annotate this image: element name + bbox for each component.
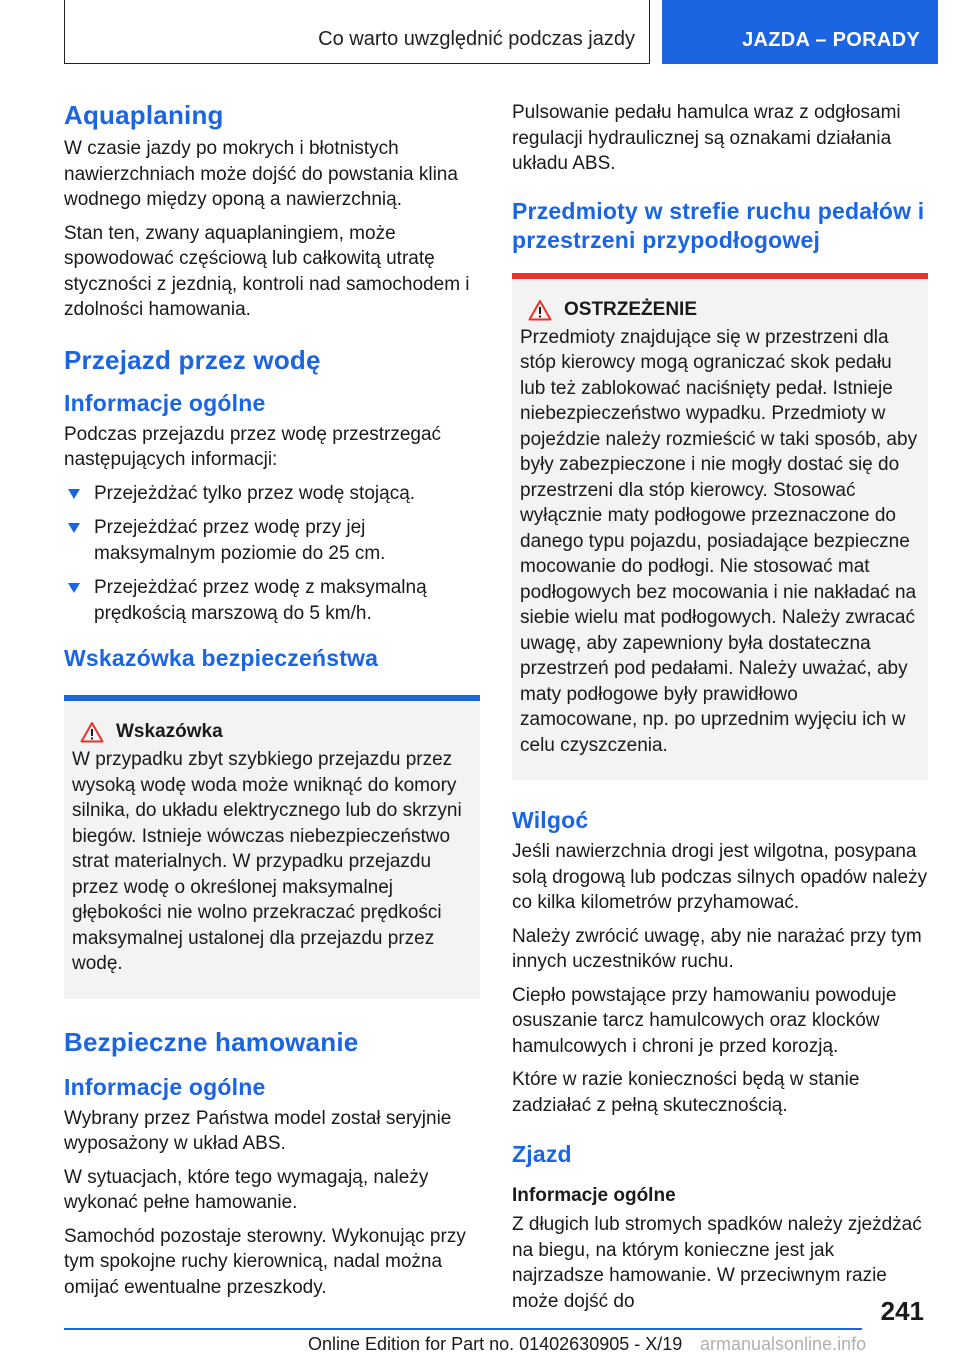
note-label: Wskazówka (116, 721, 223, 742)
header-chapter-label: JAZDA – PORADY (742, 29, 920, 51)
moisture-paragraph-2: Należy zwrócić uwagę, aby nie narażać przy tym innych uczestników ruchu. (512, 925, 922, 972)
aquaplaning-paragraph-2: Stan ten, zwany aquaplaningiem, może spowodować częściową lub całkowitą utratę styczności z jezdnią, kontroli nad samochodem i zdolności hamowania. (64, 222, 470, 320)
header-section-title: Co warto uwzględnić podczas jazdy (318, 28, 635, 50)
note-text: W przypadku zbyt szybkiego przejazdu przez wysoką wodę woda może wniknąć do komory silnika, do układu elektrycznego lub do skrzyni biegów. Istnieje wówczas niebezpieczeństwo strat materialnych. W przypadku przejazdu przez wodę o określonej maksymalnej głębokości nie wolno przekraczać prędkości maksymalnej ustalonej dla przejazdu przez wodę. (72, 749, 462, 974)
warning-text: Przedmioty znajdujące się w przestrzeni dla stóp kierowcy mogą ograniczać skok pedału lub też zablokować naciśnięty pedał. Istnieje niebezpieczeństwo wypadku. Przedmioty w pojeździe należy rozmieścić w taki sposób, aby były zabezpieczone i nie mogły dostać się do przestrzeni dla stóp kierowcy. Stosować wyłącznie maty podłogowe przeznaczone do danego typu pojazdu, posiadające bezpieczne mocowanie do podłogi. Nie stosować mat podłogowych bez mocowania i nie nakładać na siebie wielu mat podłogowych. Należy zwracać uwagę, aby zapewniony była dostateczna przestrzeń pod pedałami. Należy uważać, aby maty podłogowe były prawidłowo zamocowane, np. po uprzednim wyjęciu ich w celu czyszczenia. (520, 326, 918, 756)
page-header (64, 0, 960, 66)
moisture-paragraph-3: Ciepło powstające przy hamowaniu powoduje osuszanie tarcz hamulcowych oraz klocków hamulcowych i chroni je przed korozją. (512, 984, 897, 1057)
heading-braking-general-info: Informacje ogólne (64, 1073, 266, 1100)
moisture-paragraph-4: Które w razie konieczności będą w stanie zadziałać z pełną skutecznością. (512, 1069, 860, 1116)
water-info-paragraph: Podczas przejazdu przez wodę przestrzegać następujących informacji: (64, 423, 442, 470)
bullet-triangle-icon (68, 489, 80, 499)
braking-paragraph-2: W sytuacjach, które tego wymagają, należy wykonać pełne hamowanie. (64, 1166, 429, 1213)
list-item: Przejeżdżać przez wodę przy jej maksymalnym poziomie do 25 cm. (64, 515, 480, 566)
heading-aquaplaning: Aquaplaning (64, 100, 224, 130)
bullet-triangle-icon (68, 523, 80, 533)
heading-water-crossing: Przejazd przez wodę (64, 344, 321, 375)
footer-divider (64, 1328, 862, 1330)
list-item: Przejeżdżać tylko przez wodę stojącą. (64, 481, 480, 507)
warning-triangle-icon (80, 721, 104, 743)
heading-objects-pedal-area: Przedmioty w strefie ruchu pedałów i przestrzeni przypodłogowej (512, 197, 925, 253)
header-chapter-tab (662, 0, 938, 64)
aquaplaning-paragraph-1: W czasie jazdy po mokrych i błotnistych nawierzchniach może dojść do powstania klina wodnego między oponą a nawierzchnią. (64, 138, 458, 210)
warning-label: OSTRZEŻENIE (564, 298, 698, 320)
bullet-triangle-icon (68, 583, 80, 593)
left-column (64, 100, 480, 1308)
heading-safety-note: Wskazówka bezpieczeństwa (64, 645, 379, 671)
header-title-box (64, 0, 650, 64)
note-title (72, 721, 472, 743)
warning-triangle-icon (528, 299, 552, 321)
downhill-paragraph: Z długich lub stromych spadków należy zjeżdżać na biegu, na którym konieczne jest jak najrzadsze hamowanie. W przeciwnym razie może dojść do (512, 1214, 922, 1312)
braking-paragraph-3: Samochód pozostaje sterowny. Wykonując przy tym spokojne ruchy kierownicą, nadal można omijać ewentualne przeszkody. (64, 1225, 466, 1298)
warning-title (520, 299, 920, 321)
moisture-paragraph-1: Jeśli nawierzchnia drogi jest wilgotna, posypana solą drogową lub podczas silnych opadów należy co kilka kilometrów przyhamować. (512, 841, 928, 913)
water-bullet-list (64, 481, 480, 627)
list-item: Przejeżdżać przez wodę z maksymalną prędkością marszową do 5 km/h. (64, 575, 480, 626)
warning-box (512, 273, 928, 781)
braking-paragraph-1: Wybrany przez Państwa model został seryjnie wyposażony w układ ABS. (64, 1107, 452, 1154)
heading-safe-braking: Bezpieczne hamowanie (64, 1026, 359, 1057)
edition-text: Online Edition for Part no. 01402630905 - X/19 (308, 1334, 683, 1354)
heading-water-general-info: Informacje ogólne (64, 389, 266, 416)
right-column (512, 100, 928, 1322)
heading-downhill: Zjazd (512, 1141, 572, 1167)
safety-note-box (64, 695, 480, 999)
watermark-text: armanualsonline.info (700, 1334, 867, 1354)
page-number: 241 (880, 1296, 924, 1326)
abs-paragraph: Pulsowanie pedału hamulca wraz z odgłosami regulacji hydraulicznej są oznakami działania układu ABS. (512, 102, 901, 174)
heading-downhill-general-info: Informacje ogólne (512, 1185, 676, 1206)
heading-moisture: Wilgoć (512, 807, 589, 833)
